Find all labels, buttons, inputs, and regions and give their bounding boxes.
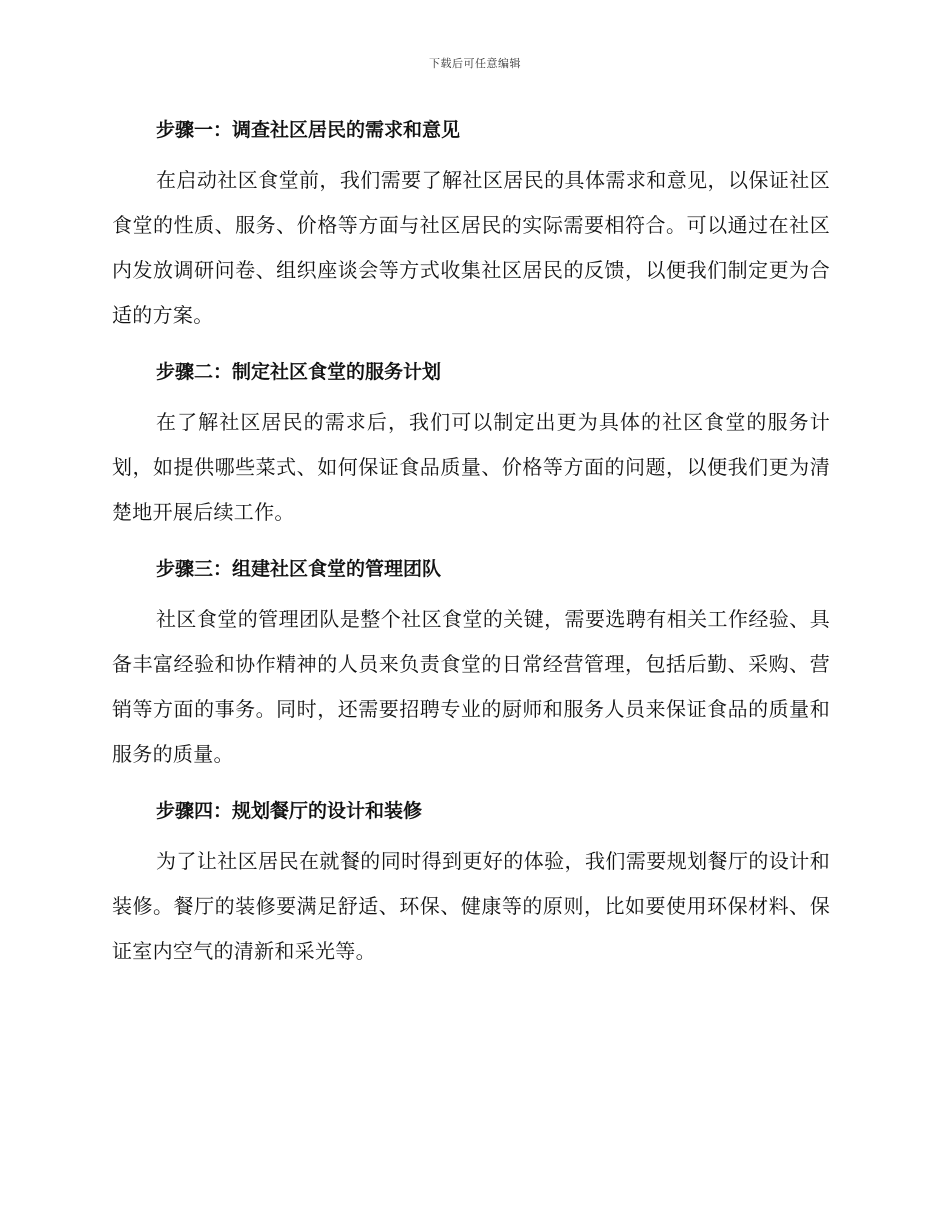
section-step-3: [112, 547, 830, 777]
section-step-4: [112, 789, 830, 974]
section-heading: 步骤三：组建社区食堂的管理团队: [156, 558, 442, 580]
header-note: 下载后可任意编辑: [429, 57, 521, 70]
section-paragraph: 为了让社区居民在就餐的同时得到更好的体验，我们需要规划餐厅的设计和装修。餐厅的装修要满足舒适、环保、健康等的原则，比如要使用环保材料、保证室内空气的清新和采光等。: [112, 849, 830, 963]
section-step-1: [112, 108, 830, 338]
section-heading: 步骤二：制定社区食堂的服务计划: [156, 361, 442, 383]
section-heading: 步骤一：调查社区居民的需求和意见: [156, 119, 461, 141]
section-paragraph: 社区食堂的管理团队是整个社区食堂的关键，需要选聘有相关工作经验、具备丰富经验和协作精神的人员来负责食堂的日常经营管理，包括后勤、采购、营销等方面的事务。同时，还需要招聘专业的厨师和服务人员来保证食品的质量和服务的质量。: [112, 607, 830, 766]
section-paragraph: 在启动社区食堂前，我们需要了解社区居民的具体需求和意见，以保证社区食堂的性质、服务、价格等方面与社区居民的实际需要相符合。可以通过在社区内发放调研问卷、组织座谈会等方式收集社区居民的反馈，以便我们制定更为合适的方案。: [112, 168, 830, 327]
section-step-2: [112, 350, 830, 535]
section-heading: 步骤四：规划餐厅的设计和装修: [156, 800, 423, 822]
section-paragraph: 在了解社区居民的需求后，我们可以制定出更为具体的社区食堂的服务计划，如提供哪些菜式、如何保证食品质量、价格等方面的问题，以便我们更为清楚地开展后续工作。: [112, 410, 830, 524]
document-body: [112, 108, 830, 986]
